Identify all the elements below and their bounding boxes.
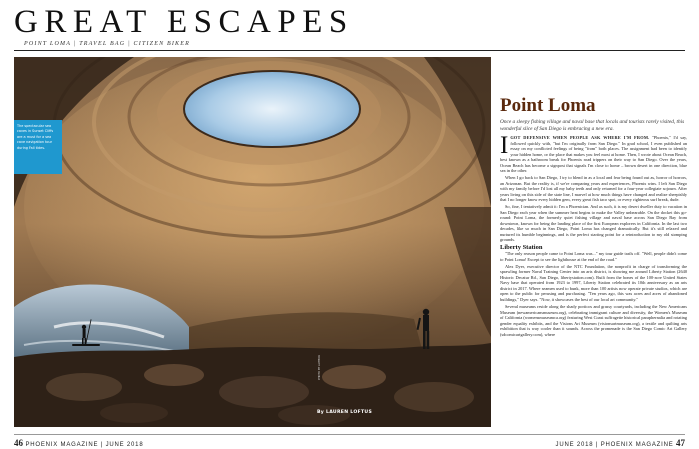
paragraph [500, 132, 687, 174]
section-subtitle: POINT LOMA | TRAVEL BAG | CITIZEN BIKER [24, 41, 190, 47]
article-dek: Once a sleepy fishing village and naval base that locals and tourists rarely visited, this wonderful slice of San Diego is embracing a new era. [500, 119, 685, 132]
paragraph: Several museums reside along the shady porticos and grassy courtyards, including the New Americans Museum (newamericansmuseum.org), celebrating immigrant culture and diversity, the Women's Museum of California (womensmuseumca.org) featuring West Coast suffragette historical paraphernalia and rotating gender equality exhibits, and the Visions Art Museum (visionsartmuseum.org), a textile and quilting arts exhibition that is way cooler than it sounds. Across the promenade is the San Diego Comic Art Gallery (sdcomicartgallery.com), where [500, 304, 687, 337]
caption-line: caves in Sunset Cliffs [17, 129, 54, 134]
folio-text: JUNE 2018 | PHOENIX MAGAZINE [555, 442, 674, 448]
folio-left [14, 438, 143, 448]
paragraph: When I go back to San Diego, I try to blend in as a local and fear being found out as, horror of horrors, an Arizonan. But the reality is, if we're comparing years and experiences, Phoenix wins. I left San Diego with my family before I'd lost all my baby teeth and only returned for a four-year collegiate sojourn. After years living on this side of the state line, I marvel at how much things have changed and realize sheepishly that I no longer know every hidden gem, every great fish taco spot, or every righteous surf break, dude. [500, 175, 687, 203]
paragraph: Alex Dyer, executive director of the NTC Foundation, the nonprofit in charge of transforming the sprawling former Naval Training Center into an arts district, is showing me around Liberty Station (2640 Historic Decatur Rd., San Diego, libertystation.com). Built from the bones of the 100-acre United States Navy base that operated from 1923 to 1997, Liberty Station celebrated its 10th anniversary as an arts district in 2017. Where seamen used to bunk, more than 100 artists now operate private studios, which are open to the public for perusing and purchasing. "Ten years ago, this was acres and acres of abandoned buildings," Dyer says. "Now, it showcases the best of our local art community." [500, 263, 687, 302]
folio-right [556, 438, 685, 448]
article [500, 95, 687, 339]
caption-line: are a must for a sea [17, 134, 52, 139]
paragraph: So, fine, I tentatively admit it: I'm a Phoenician. And as such, it is my desert dweller duty to vacation in San Diego each year when the summer heat begins to make the Valley unbearable. On the docket this go-round: Point Loma, the formerly quiet fishing village and naval base across San Diego Bay from downtown, known for being the landing place of the first European explorers in California. In the last two decades, like so much in San Diego, Point Loma has changed dramatically. But it's still relaxed and nurtured its humble beginnings, and is the perfect starting point for a reintroduction to my old stomping grounds. [500, 204, 687, 243]
article-title: Point Loma [500, 95, 596, 116]
paragraph-text: "Phoenix," I'd say, followed quickly with, "but I'm originally from San Diego." In grad school, I even published an essay on my conflicted feelings of being "from" both places. The assignment had been to identify your hidden home, or the place that makes you feel most at home. Then, I wrote about Ocean Beach, best known as a bathroom break for Phoenix road trippers on their way to San Diego. Over the years, Ocean Beach has become a signpost that signals I'm close to home – brown desert in one direction, blue sea in the other. [500, 135, 687, 174]
photo-caption [14, 120, 62, 174]
folio-text: PHOENIX MAGAZINE | JUNE 2018 [25, 442, 144, 448]
caption-line: during Fall tides. [17, 145, 46, 150]
section-title: GREAT ESCAPES [14, 4, 354, 40]
page-number: 46 [14, 438, 23, 448]
drop-cap: I [500, 132, 509, 160]
caption-line: The spectacular sea [17, 124, 52, 128]
paragraph: "The only reason people came to Point Loma was..." my tour guide trails off. "Well, people didn't come to Point Loma! Except to see the lighthouse at the end of the road." [500, 251, 687, 262]
byline: By LAUREN LOFTUS [317, 410, 373, 415]
article-body [500, 132, 687, 337]
sea-cave-photo [14, 57, 491, 427]
photo-credit-vertical: PHOTO BY AUTHOR [318, 354, 321, 380]
page-number: 47 [676, 438, 685, 448]
header-divider [14, 50, 685, 51]
footer-divider [14, 434, 685, 435]
caption-line: cave navigation tour [17, 140, 53, 145]
subhead: Liberty Station [500, 243, 543, 251]
lead-in: GOT DEFENSIVE WHEN PEOPLE ASK WHERE I'M FROM. [510, 135, 650, 141]
